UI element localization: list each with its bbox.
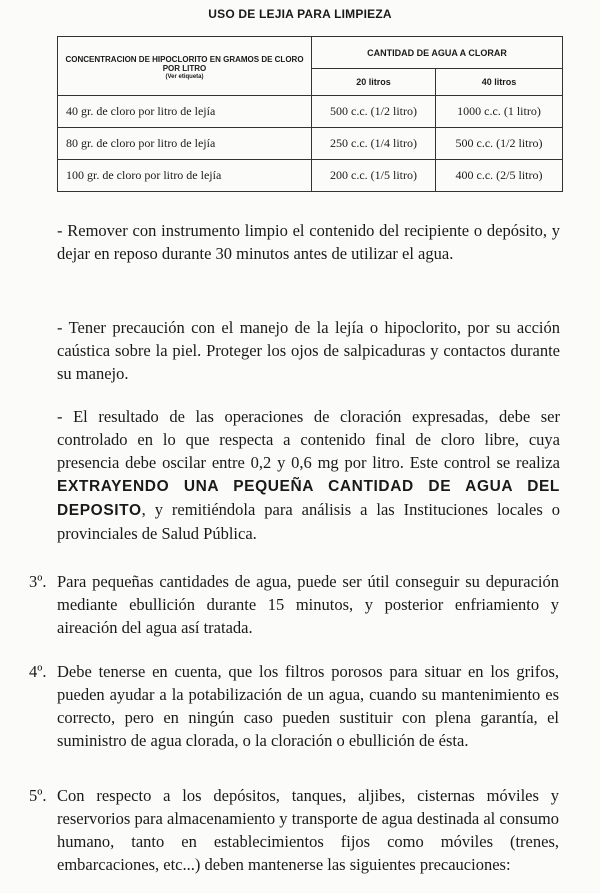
volume-20-cell: 250 c.c. (1/4 litro) [312, 128, 436, 160]
bleach-dosage-table [57, 36, 563, 192]
table-row [58, 96, 563, 128]
chlorine-control-text: - El resultado de las operaciones de cloración expresadas, debe ser controlado en lo que respecta a contenido final de cloro libre, cuya presencia debe oscilar entre 0,2 y 0,6 mg por litro. Este control se realiza [57, 407, 560, 472]
list-item [29, 570, 559, 639]
volume-20-header: 20 litros [312, 69, 436, 96]
list-item-text: Con respecto a los depósitos, tanques, aljibes, cisternas móviles y reservorios para almacenamiento y transporte de agua destinada al consumo humano, tanto en establecimientos fijos como móviles (trenes, embarcaciones, etc...) deben mantenerse las siguientes precauciones: [57, 786, 559, 874]
concentration-header-note: (Ver etiqueta) [165, 74, 204, 80]
list-item-number: 5º. [29, 786, 47, 805]
volume-40-cell: 1000 c.c. (1 litro) [436, 96, 563, 128]
volume-40-header: 40 litros [436, 69, 563, 96]
volume-20-cell: 500 c.c. (1/2 litro) [312, 96, 436, 128]
concentration-cell: 100 gr. de cloro por litro de lejía [58, 160, 312, 192]
concentration-cell: 40 gr. de cloro por litro de lejía [58, 96, 312, 128]
volume-20-cell: 200 c.c. (1/5 litro) [312, 160, 436, 192]
table-row [58, 160, 563, 192]
list-item [29, 660, 559, 752]
concentration-cell: 80 gr. de cloro por litro de lejía [58, 128, 312, 160]
concentration-header [58, 37, 312, 96]
paragraph-caution: - Tener precaución con el manejo de la lejía o hipoclorito, por su acción caústica sobre la piel. Proteger los ojos de salpicaduras y contactos durante su manejo. [57, 318, 560, 383]
water-amount-header: CANTIDAD DE AGUA A CLORAR [312, 37, 563, 69]
paragraph-chlorine-control [57, 405, 560, 545]
concentration-header-label: CONCENTRACION DE HIPOCLORITO EN GRAMOS DE CLORO POR LITRO [65, 55, 304, 73]
page-title: USO DE LEJIA PARA LIMPIEZA [208, 7, 392, 21]
table-row [58, 128, 563, 160]
volume-40-cell: 500 c.c. (1/2 litro) [436, 128, 563, 160]
list-item-number: 3º. [29, 572, 47, 591]
list-item-text: Debe tenerse en cuenta, que los filtros porosos para situar en los grifos, pueden ayudar a la potabilización de un agua, cuando su mantenimiento es correcto, pero en ningún caso pueden sustituir con plena garantía, el suministro de agua clorada, o la cloración o ebullición de ésta. [57, 662, 559, 750]
list-item-number: 4º. [29, 662, 47, 681]
emphasis-text: EXTRAYENDO UNA PEQUEÑA CANTIDAD DE AGUA DEL DEPOSITO [57, 478, 560, 519]
list-item [29, 784, 559, 876]
paragraph-stirring: - Remover con instrumento limpio el contenido del recipiente o depósito, y dejar en reposo durante 30 minutos antes de utilizar el agua. [57, 221, 560, 263]
table-header-row [58, 37, 563, 69]
chlorine-control-text-end: , y remitiéndola para análisis a las Instituciones locales o provinciales de Salud Pública. [57, 500, 560, 543]
volume-40-cell: 400 c.c. (2/5 litro) [436, 160, 563, 192]
list-item-text: Para pequeñas cantidades de agua, puede ser útil conseguir su depuración mediante ebullición durante 15 minutos, y posterior enfriamiento y aireación del agua así tratada. [57, 572, 559, 637]
